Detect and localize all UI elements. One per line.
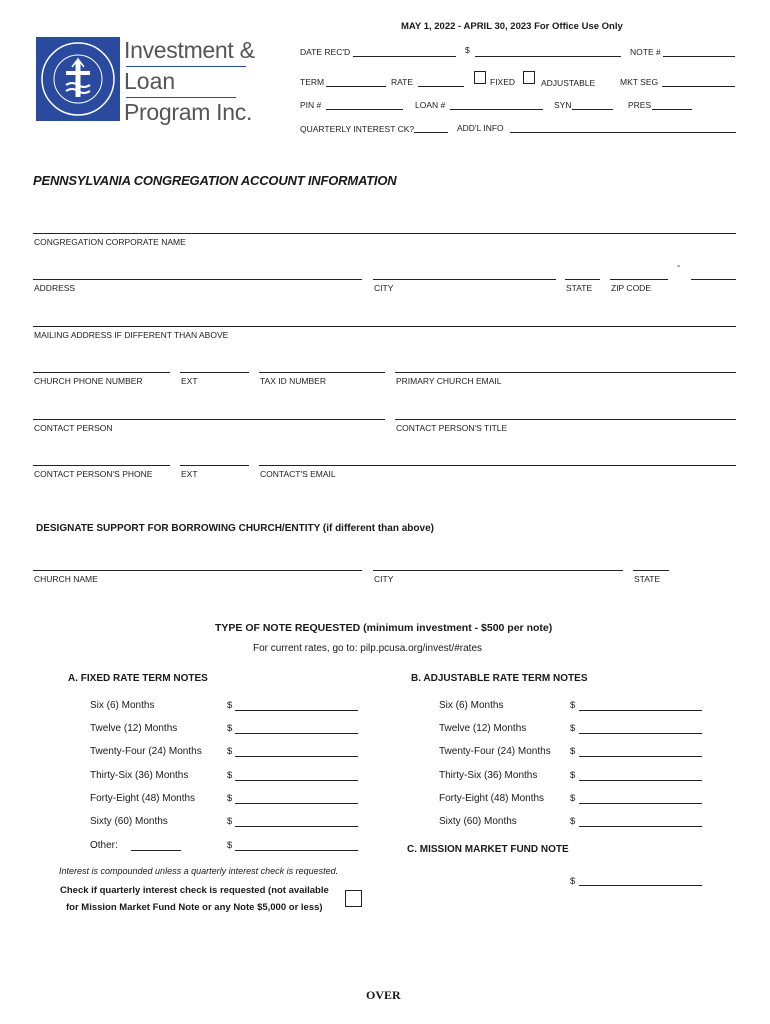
- ext-label: EXT: [181, 376, 198, 386]
- loan-label: LOAN #: [415, 100, 446, 110]
- designate-state-field[interactable]: [633, 570, 669, 571]
- address-field[interactable]: [33, 279, 362, 280]
- mailing-address-label: MAILING ADDRESS IF DIFFERENT THAN ABOVE: [34, 330, 229, 340]
- city-label: CITY: [374, 283, 394, 293]
- term-label: TERM: [300, 77, 325, 87]
- fixed-amount-field[interactable]: [235, 780, 358, 781]
- date-recd-field[interactable]: [353, 56, 456, 57]
- logo-line-program: Program Inc.: [124, 99, 253, 125]
- adjustable-dollar-sign: $: [570, 816, 576, 827]
- designate-heading: DESIGNATE SUPPORT FOR BORROWING CHURCH/ENTITY (if different than above): [36, 523, 434, 534]
- fixed-term-label: Twelve (12) Months: [90, 723, 178, 735]
- syn-field[interactable]: [572, 109, 613, 110]
- contact-email-label: CONTACT'S EMAIL: [260, 469, 336, 479]
- quarterly-check-text-1: Check if quarterly interest check is requested (not available: [60, 885, 329, 896]
- over-label: OVER: [366, 988, 401, 1002]
- adjustable-dollar-sign: $: [570, 769, 576, 781]
- pres-label: PRES: [628, 100, 652, 110]
- addl-info-label: ADD'L INFO: [457, 123, 504, 133]
- fixed-term-label: Sixty (60) Months: [90, 816, 168, 827]
- loan-field[interactable]: [450, 109, 543, 110]
- contact-title-label: CONTACT PERSON'S TITLE: [396, 423, 508, 433]
- fixed-term-label: Twenty-Four (24) Months: [90, 746, 202, 758]
- mission-amount-field[interactable]: [579, 885, 702, 886]
- fixed-amount-field[interactable]: [235, 756, 358, 757]
- designate-state-label: STATE: [634, 574, 661, 584]
- fixed-amount-field[interactable]: [235, 710, 358, 711]
- corp-name-label: CONGREGATION CORPORATE NAME: [34, 237, 186, 247]
- fixed-dollar-sign: $: [227, 746, 233, 758]
- rate-label: RATE: [391, 77, 414, 87]
- presbyterian-seal-icon: [36, 37, 120, 121]
- fixed-term-label: Forty-Eight (48) Months: [90, 792, 196, 804]
- amount-dollar-label: $: [465, 45, 470, 55]
- church-phone-field[interactable]: [33, 372, 170, 373]
- zip-ext-field[interactable]: [691, 279, 736, 280]
- logo-line-investment: Investment &: [124, 37, 255, 63]
- fixed-dollar-sign: $: [227, 792, 233, 804]
- zip-label: ZIP CODE: [611, 283, 651, 293]
- mission-market-heading: C. MISSION MARKET FUND NOTE: [407, 844, 569, 855]
- contact-email-field[interactable]: [259, 465, 736, 466]
- adjustable-amount-field[interactable]: [579, 710, 702, 711]
- designate-city-label: CITY: [374, 574, 394, 584]
- mission-dollar-sign: $: [570, 876, 576, 887]
- fixed-amount-field[interactable]: [235, 826, 358, 827]
- adjustable-amount-field[interactable]: [579, 733, 702, 734]
- other-term-field[interactable]: [131, 850, 181, 851]
- fixed-dollar-sign: $: [227, 816, 233, 827]
- pilp-logo: [36, 37, 256, 125]
- adjustable-term-label: Six (6) Months: [439, 700, 504, 711]
- fixed-dollar-sign: $: [227, 700, 233, 711]
- date-recd-label: DATE REC'D: [300, 47, 351, 57]
- page-title: PENNSYLVANIA CONGREGATION ACCOUNT INFORMATION: [33, 173, 397, 188]
- adjustable-dollar-sign: $: [570, 700, 576, 711]
- adjustable-amount-field[interactable]: [579, 803, 702, 804]
- fixed-amount-field[interactable]: [235, 803, 358, 804]
- syn-label: SYN: [554, 100, 572, 110]
- city-field[interactable]: [373, 279, 556, 280]
- quarterly-interest-checkbox[interactable]: [345, 890, 362, 907]
- tax-id-label: TAX ID NUMBER: [260, 376, 326, 386]
- compound-note: Interest is compounded unless a quarterly interest check is requested.: [59, 866, 339, 876]
- mailing-address-field[interactable]: [33, 326, 736, 327]
- fixed-term-label: Thirty-Six (36) Months: [90, 769, 189, 781]
- adjustable-checkbox[interactable]: [523, 71, 535, 84]
- contact-ext-field[interactable]: [180, 465, 249, 466]
- adjustable-term-label: Twelve (12) Months: [439, 723, 527, 735]
- contact-title-field[interactable]: [395, 419, 736, 420]
- primary-email-field[interactable]: [395, 372, 736, 373]
- zip-dash: -: [677, 261, 681, 272]
- mkt-seg-field[interactable]: [662, 86, 735, 87]
- fixed-dollar-sign: $: [227, 769, 233, 781]
- contact-person-field[interactable]: [33, 419, 385, 420]
- fixed-amount-field[interactable]: [235, 733, 358, 734]
- contact-phone-label: CONTACT PERSON'S PHONE: [34, 469, 153, 479]
- other-amount-field[interactable]: [235, 850, 358, 851]
- state-field[interactable]: [565, 279, 600, 280]
- adjustable-amount-field[interactable]: [579, 780, 702, 781]
- address-label: ADDRESS: [34, 283, 76, 293]
- contact-ext-label: EXT: [181, 469, 198, 479]
- adjustable-term-label: Twenty-Four (24) Months: [439, 746, 551, 758]
- tax-id-field[interactable]: [259, 372, 385, 373]
- fixed-notes-heading: A. FIXED RATE TERM NOTES: [68, 673, 208, 684]
- contact-phone-field[interactable]: [33, 465, 170, 466]
- pres-field[interactable]: [652, 109, 692, 110]
- term-field[interactable]: [326, 86, 386, 87]
- note-no-label: NOTE #: [630, 47, 661, 57]
- note-no-field[interactable]: [663, 56, 735, 57]
- designate-church-name-field[interactable]: [33, 570, 362, 571]
- mkt-seg-label: MKT SEG: [620, 77, 659, 87]
- other-dollar-sign: $: [227, 840, 233, 851]
- adjustable-amount-field[interactable]: [579, 826, 702, 827]
- ext-field[interactable]: [180, 372, 249, 373]
- fixed-checkbox[interactable]: [474, 71, 486, 84]
- rate-field[interactable]: [418, 86, 464, 87]
- contact-person-label: CONTACT PERSON: [34, 423, 113, 433]
- zip-field[interactable]: [610, 279, 668, 280]
- church-phone-label: CHURCH PHONE NUMBER: [34, 376, 143, 386]
- fixed-term-label: Six (6) Months: [90, 700, 155, 711]
- fixed-dollar-sign: $: [227, 723, 233, 735]
- other-label: Other:: [90, 840, 118, 851]
- designate-church-name-label: CHURCH NAME: [34, 574, 98, 584]
- adjustable-dollar-sign: $: [570, 723, 576, 735]
- addl-info-field[interactable]: [510, 132, 736, 133]
- office-use-period: MAY 1, 2022 - APRIL 30, 2023 For Office Use Only: [401, 21, 623, 32]
- note-type-heading: TYPE OF NOTE REQUESTED (minimum investment - $500 per note): [215, 622, 553, 634]
- adjustable-amount-field[interactable]: [579, 756, 702, 757]
- adjustable-term-label: Sixty (60) Months: [439, 816, 517, 827]
- rates-link[interactable]: For current rates, go to: pilp.pcusa.org/invest/#rates: [253, 643, 482, 654]
- adjustable-dollar-sign: $: [570, 746, 576, 758]
- adjustable-dollar-sign: $: [570, 792, 576, 804]
- pin-field[interactable]: [326, 109, 403, 110]
- designate-city-field[interactable]: [373, 570, 623, 571]
- state-label: STATE: [566, 283, 593, 293]
- quarterly-check-text-2: for Mission Market Fund Note or any Note $5,000 or less): [66, 902, 323, 913]
- adjustable-notes-heading: B. ADJUSTABLE RATE TERM NOTES: [411, 673, 588, 684]
- corp-name-field[interactable]: [33, 233, 736, 234]
- adjustable-label: ADJUSTABLE: [541, 78, 596, 88]
- quarterly-field[interactable]: [414, 132, 448, 133]
- primary-email-label: PRIMARY CHURCH EMAIL: [396, 376, 502, 386]
- logo-line-loan: Loan: [124, 68, 176, 94]
- quarterly-label: QUARTERLY INTEREST CK?: [300, 124, 415, 134]
- amount-field[interactable]: [475, 56, 621, 57]
- adjustable-term-label: Thirty-Six (36) Months: [439, 769, 538, 781]
- adjustable-term-label: Forty-Eight (48) Months: [439, 792, 545, 804]
- pin-label: PIN #: [300, 100, 322, 110]
- fixed-label: FIXED: [490, 77, 516, 87]
